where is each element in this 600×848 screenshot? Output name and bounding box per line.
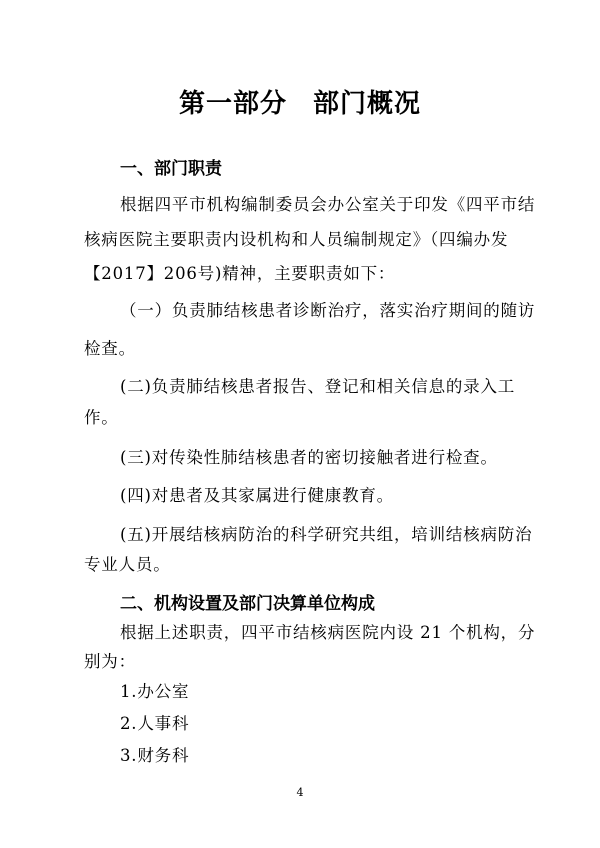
title-name: 部门概况 bbox=[313, 89, 422, 119]
duty-2-line-2: 作。 bbox=[84, 408, 119, 427]
page-title bbox=[0, 83, 600, 120]
section-1-intro-line-2: 核病医院主要职责内设机构和人员编制规定》（四编办发 bbox=[84, 230, 509, 249]
duty-1-line-2: 检查。 bbox=[84, 339, 136, 358]
section-1-intro-line-1: 根据四平市机构编制委员会办公室关于印发《四平市结 bbox=[120, 195, 536, 214]
duty-2-line-1: (二)负责肺结核患者报告、登记和相关信息的录入工 bbox=[120, 377, 516, 396]
duty-3-line-1: (三)对传染性肺结核患者的密切接触者进行检查。 bbox=[120, 448, 498, 467]
section-1-intro-line-3: 【2017】206号)精神，主要职责如下： bbox=[84, 264, 396, 283]
title-part: 第一部分 bbox=[178, 89, 287, 119]
section-2-intro-line-1: 根据上述职责，四平市结核病医院内设 21 个机构，分 bbox=[120, 623, 536, 642]
section-1-heading: 一、部门职责 bbox=[120, 159, 222, 179]
duty-5-line-2: 专业人员。 bbox=[84, 555, 171, 574]
duty-4-line-1: (四)对患者及其家属进行健康教育。 bbox=[120, 486, 394, 505]
section-2-intro-line-2: 别为： bbox=[84, 652, 136, 671]
page-number: 4 bbox=[296, 786, 304, 799]
org-item-2: 2.人事科 bbox=[120, 714, 190, 733]
duty-5-line-1: (五)开展结核病防治的科学研究共组，培训结核病防治 bbox=[120, 525, 533, 544]
section-2-heading: 二、机构设置及部门决算单位构成 bbox=[120, 594, 375, 614]
org-item-3: 3.财务科 bbox=[120, 746, 190, 765]
duty-1-line-1: （一）负责肺结核患者诊断治疗，落实治疗期间的随访 bbox=[120, 301, 536, 320]
org-item-1: 1.办公室 bbox=[120, 682, 190, 701]
